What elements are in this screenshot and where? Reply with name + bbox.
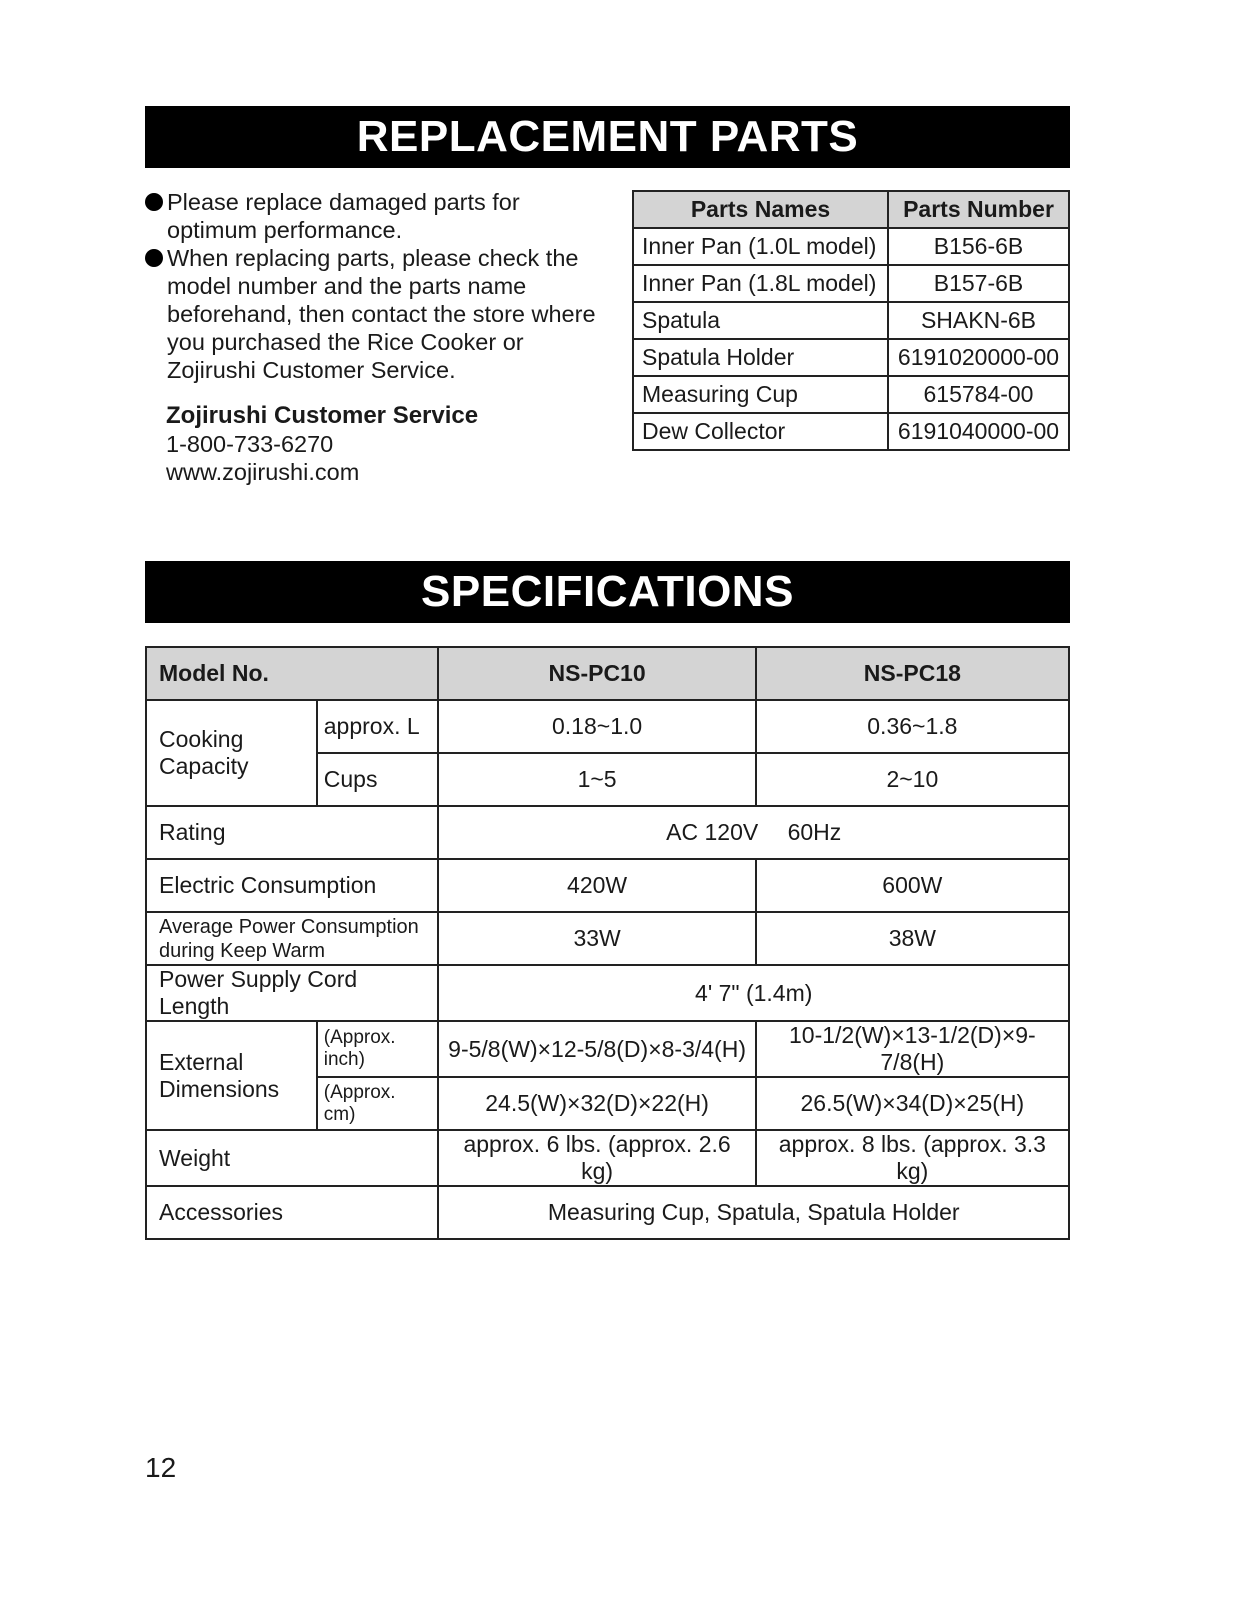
instruction-bullet [145, 244, 615, 384]
spec-value: 24.5(W)×32(D)×22(H) [438, 1077, 755, 1130]
table-row [146, 806, 1069, 859]
spec-value: 26.5(W)×34(D)×25(H) [756, 1077, 1069, 1130]
table-row [146, 965, 1069, 1021]
part-name: Dew Collector [633, 413, 888, 450]
model-header: NS-PC10 [438, 647, 755, 700]
parts-table [632, 190, 1070, 451]
part-number: B156-6B [888, 228, 1069, 265]
table-row [633, 339, 1069, 376]
customer-service-title: Zojirushi Customer Service [166, 402, 479, 429]
model-no-header: Model No. [146, 647, 438, 700]
instruction-text: Please replace damaged parts for optimum performance. [167, 189, 520, 243]
parts-number-header: Parts Number [888, 191, 1069, 228]
spec-header-row [146, 647, 1069, 700]
specifications-title: SPECIFICATIONS [145, 561, 1070, 623]
replacement-parts-title: REPLACEMENT PARTS [145, 106, 1070, 168]
customer-service-website: www.zojirushi.com [166, 459, 360, 485]
part-name: Measuring Cup [633, 376, 888, 413]
table-row [633, 376, 1069, 413]
spec-value: 33W [438, 912, 755, 965]
spec-value: 2~10 [756, 753, 1069, 806]
table-row [146, 1186, 1069, 1239]
spec-value: approx. 8 lbs. (approx. 3.3 kg) [756, 1130, 1069, 1186]
spec-value: 0.18~1.0 [438, 700, 755, 753]
bullet-icon [145, 193, 163, 211]
bullet-icon [145, 249, 163, 267]
unit-label: (Approx. cm) [317, 1077, 439, 1130]
rating-label: Rating [146, 806, 438, 859]
part-number: B157-6B [888, 265, 1069, 302]
customer-service-phone: 1-800-733-6270 [166, 431, 334, 457]
part-number: 6191020000-00 [888, 339, 1069, 376]
weight-label: Weight [146, 1130, 438, 1186]
spec-value: approx. 6 lbs. (approx. 2.6 kg) [438, 1130, 755, 1186]
unit-label: Cups [317, 753, 439, 806]
table-row [146, 912, 1069, 965]
instruction-bullet [145, 188, 615, 244]
table-row [633, 228, 1069, 265]
cord-length-label: Power Supply Cord Length [146, 965, 438, 1021]
accessories-label: Accessories [146, 1186, 438, 1239]
cooking-capacity-label: Cooking Capacity [146, 700, 317, 806]
part-number: 615784-00 [888, 376, 1069, 413]
spec-value: 0.36~1.8 [756, 700, 1069, 753]
part-name: Spatula Holder [633, 339, 888, 376]
dimensions-label: External Dimensions [146, 1021, 317, 1130]
part-name: Inner Pan (1.0L model) [633, 228, 888, 265]
accessories-value: Measuring Cup, Spatula, Spatula Holder [438, 1186, 1069, 1239]
part-name: Spatula [633, 302, 888, 339]
spec-value: 600W [756, 859, 1069, 912]
avg-power-label: Average Power Consumption during Keep Warm [146, 912, 438, 965]
instruction-text: When replacing parts, please check the model number and the parts name beforehand, then contact the store where you purchased the Rice Cooker or Zojirushi Customer Service. [167, 245, 596, 383]
table-row [633, 265, 1069, 302]
model-header: NS-PC18 [756, 647, 1069, 700]
specifications-table [145, 646, 1070, 1240]
unit-label: (Approx. inch) [317, 1021, 439, 1077]
table-row [146, 700, 1069, 753]
spec-value: 1~5 [438, 753, 755, 806]
spec-value: 10-1/2(W)×13-1/2(D)×9-7/8(H) [756, 1021, 1069, 1077]
table-row [633, 302, 1069, 339]
electric-consumption-label: Electric Consumption [146, 859, 438, 912]
table-row [633, 413, 1069, 450]
spec-value: 38W [756, 912, 1069, 965]
customer-service-block [145, 402, 615, 486]
page-number: 12 [145, 1452, 177, 1483]
parts-names-header: Parts Names [633, 191, 888, 228]
parts-table-header [633, 191, 1069, 228]
spec-value: 9-5/8(W)×12-5/8(D)×8-3/4(H) [438, 1021, 755, 1077]
replacement-instructions [145, 188, 615, 486]
part-name: Inner Pan (1.8L model) [633, 265, 888, 302]
unit-label: approx. L [317, 700, 439, 753]
table-row [146, 859, 1069, 912]
part-number: 6191040000-00 [888, 413, 1069, 450]
spec-value: 420W [438, 859, 755, 912]
rating-value: AC 120V 60Hz [438, 806, 1069, 859]
table-row [146, 1130, 1069, 1186]
cord-length-value: 4' 7" (1.4m) [438, 965, 1069, 1021]
part-number: SHAKN-6B [888, 302, 1069, 339]
table-row [146, 1021, 1069, 1077]
